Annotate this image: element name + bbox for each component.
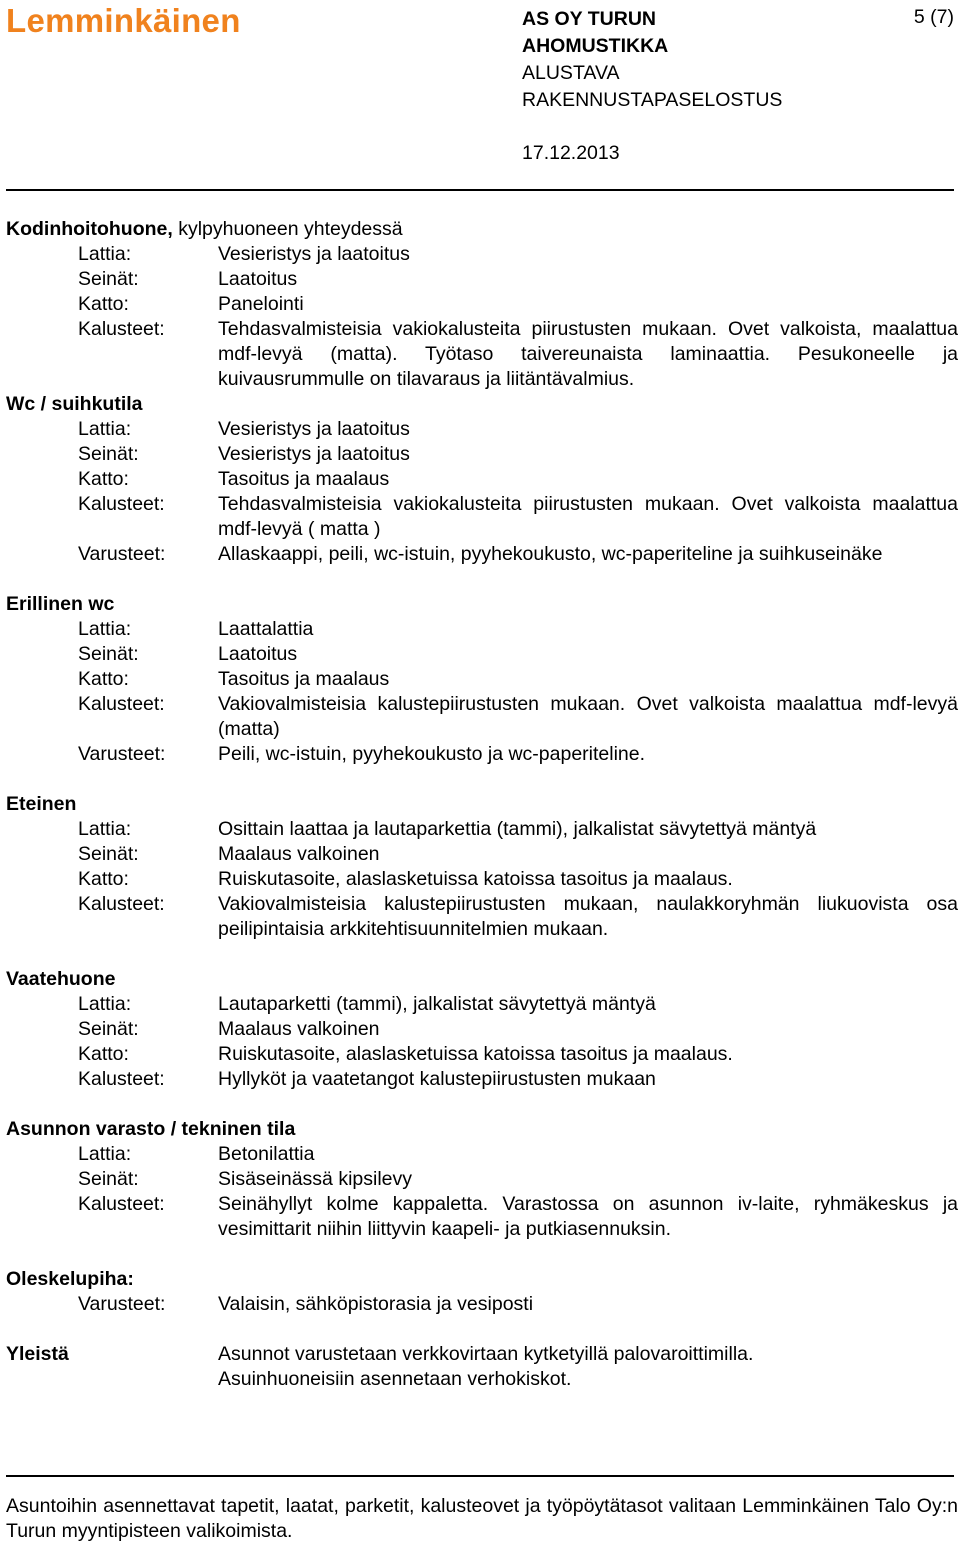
- spec-row: [6, 617, 958, 642]
- header-title-line-3: ALUSTAVA: [522, 62, 620, 84]
- spec-label: Lattia:: [78, 1143, 132, 1165]
- spec-label: Varusteet:: [78, 743, 166, 765]
- section-title: Yleistä: [6, 1343, 69, 1365]
- section-rows: [6, 617, 958, 767]
- spec-label: Seinät:: [78, 1018, 139, 1040]
- section-title: Asunnon varasto / tekninen tila: [6, 1118, 296, 1140]
- spec-value: Lautaparketti (tammi), jalkalistat sävytettyä mäntyä: [218, 993, 656, 1015]
- spec-row: [6, 467, 958, 492]
- document-body: [6, 217, 958, 1392]
- spec-label: Kalusteet:: [78, 318, 165, 340]
- spec-row: [6, 492, 958, 542]
- spec-value: Ruiskutasoite, alaslasketuissa katoissa tasoitus ja maalaus.: [218, 1043, 733, 1065]
- spec-value: Vesieristys ja laatoitus: [218, 243, 410, 265]
- general-section: [6, 1342, 958, 1392]
- section-title: [6, 217, 958, 242]
- spec-row: [6, 1067, 958, 1092]
- spec-row: [6, 642, 958, 667]
- spec-label: Varusteet:: [78, 543, 166, 565]
- spec-label: Lattia:: [78, 418, 132, 440]
- spec-label: Kalusteet:: [78, 893, 165, 915]
- spec-row: [6, 1192, 958, 1242]
- spec-value: Vesieristys ja laatoitus: [218, 443, 410, 465]
- footer-divider: [6, 1475, 954, 1477]
- spec-value: Ruiskutasoite, alaslasketuissa katoissa tasoitus ja maalaus.: [218, 868, 733, 890]
- spec-value: Osittain laattaa ja lautaparkettia (tammi), jalkalistat sävytettyä mäntyä: [218, 818, 817, 840]
- spec-row: [6, 1292, 958, 1317]
- section-title: Eteinen: [6, 793, 77, 815]
- spec-value: Vakiovalmisteisia kalustepiirustusten mukaan, naulakkoryhmän liukuovista osa peilipintaisia arkkitehtisuunnitelmien mukaan.: [218, 893, 958, 940]
- spec-label: Varusteet:: [78, 1293, 166, 1315]
- spec-label: Lattia:: [78, 618, 132, 640]
- spec-label: Seinät:: [78, 443, 139, 465]
- spec-row: [6, 317, 958, 392]
- spec-value: Maalaus valkoinen: [218, 1018, 380, 1040]
- spec-value: Hyllyköt ja vaatetangot kalustepiirustusten mukaan: [218, 1068, 656, 1090]
- spec-row: [6, 1042, 958, 1067]
- spec-row: [6, 667, 958, 692]
- spec-label: Katto:: [78, 1043, 129, 1065]
- spec-value: Tehdasvalmisteisia vakiokalusteita piirustusten mukaan. Ovet valkoista, maalattua mdf-levyä (matta). Työtaso taivereunaista laminaattia. Pesukoneelle ja kuivausrummulle on tilavaraus ja liitäntävalmius.: [218, 318, 958, 390]
- spec-value: Laatoitus: [218, 268, 298, 290]
- spec-row: [6, 442, 958, 467]
- spec-value: Panelointi: [218, 293, 304, 315]
- spec-row: [6, 742, 958, 767]
- spec-row: [6, 292, 958, 317]
- spec-label: Seinät:: [78, 1168, 139, 1190]
- spec-value: Laatoitus: [218, 643, 298, 665]
- page-number: 5 (7): [913, 6, 954, 28]
- spec-value: Laattalattia: [218, 618, 314, 640]
- spec-row: [6, 1167, 958, 1192]
- spec-value: Vesieristys ja laatoitus: [218, 418, 410, 440]
- spec-value: Vakiovalmisteisia kalustepiirustusten mukaan. Ovet valkoista maalattua mdf-levyä (matta): [218, 693, 958, 740]
- header-title-line-4: RAKENNUSTAPASELOSTUS: [522, 89, 783, 111]
- spec-value: Peili, wc-istuin, pyyhekoukusto ja wc-paperiteline.: [218, 743, 646, 765]
- section-title: Erillinen wc: [6, 593, 115, 615]
- header-title-line-2: AHOMUSTIKKA: [522, 35, 669, 57]
- footer-note: Asuntoihin asennettavat tapetit, laatat, parketit, kalusteovet ja työpöytätasot valitaan Lemminkäinen Talo Oy:n Turun myyntipisteen valikoimista.: [6, 1495, 958, 1542]
- spec-label: Lattia:: [78, 993, 132, 1015]
- spec-row: [6, 817, 958, 842]
- spec-value: Betonilattia: [218, 1143, 315, 1165]
- spec-value: Tasoitus ja maalaus: [218, 468, 390, 490]
- document-header: [522, 6, 782, 114]
- spec-row: [6, 417, 958, 442]
- spec-row: [6, 542, 958, 567]
- spec-row: [6, 1017, 958, 1042]
- spec-row: [6, 867, 958, 892]
- document-date: 17.12.2013: [522, 142, 620, 164]
- section-title: Oleskelupiha:: [6, 1268, 134, 1290]
- section-title: Vaatehuone: [6, 968, 116, 990]
- spec-label: Kalusteet:: [78, 693, 165, 715]
- general-line-1: Asunnot varustetaan verkkovirtaan kytketyillä palovaroittimilla.: [218, 1343, 754, 1365]
- general-text: [218, 1342, 958, 1392]
- spec-row: [6, 267, 958, 292]
- spec-label: Kalusteet:: [78, 1068, 165, 1090]
- spec-row: [6, 892, 958, 942]
- spec-label: Lattia:: [78, 818, 132, 840]
- spec-row: [6, 992, 958, 1017]
- spec-label: Seinät:: [78, 643, 139, 665]
- header-divider: [6, 189, 954, 191]
- spec-label: Katto:: [78, 293, 129, 315]
- spec-row: [6, 842, 958, 867]
- spec-label: Katto:: [78, 668, 129, 690]
- spec-label: Kalusteet:: [78, 1193, 165, 1215]
- spec-label: Seinät:: [78, 268, 139, 290]
- spec-value: Seinähyllyt kolme kappaletta. Varastossa on asunnon iv-laite, ryhmäkeskus ja vesimittarit niihin liittyvin kaapeli- ja putkiasennuksin.: [218, 1193, 958, 1240]
- section-rows: [6, 417, 958, 567]
- spec-row: [6, 1142, 958, 1167]
- spec-label: Kalusteet:: [78, 493, 165, 515]
- company-logo: Lemminkäinen: [6, 2, 241, 39]
- spec-value: Tehdasvalmisteisia vakiokalusteita piirustusten mukaan. Ovet valkoista maalattua mdf-levyä ( matta ): [218, 493, 958, 540]
- spec-label: Katto:: [78, 868, 129, 890]
- general-line-2: Asuinhuoneisiin asennetaan verhokiskot.: [218, 1368, 572, 1390]
- spec-row: [6, 242, 958, 267]
- spec-label: Lattia:: [78, 243, 132, 265]
- section-title-rest: kylpyhuoneen yhteydessä: [172, 218, 403, 240]
- spec-value: Allaskaappi, peili, wc-istuin, pyyhekoukusto, wc-paperiteline ja suihkuseinäke: [218, 543, 883, 565]
- section-rows: [6, 817, 958, 942]
- section-rows: [6, 242, 958, 392]
- spec-row: [6, 692, 958, 742]
- spec-label: Katto:: [78, 468, 129, 490]
- header-title-line-1: AS OY TURUN: [522, 8, 656, 30]
- section-rows: [6, 992, 958, 1092]
- section-rows: [6, 1142, 958, 1242]
- spec-value: Maalaus valkoinen: [218, 843, 380, 865]
- section-rows: [6, 1292, 958, 1317]
- spec-value: Valaisin, sähköpistorasia ja vesiposti: [218, 1293, 534, 1315]
- section-title: Wc / suihkutila: [6, 393, 143, 415]
- spec-value: Tasoitus ja maalaus: [218, 668, 390, 690]
- spec-value: Sisäseinässä kipsilevy: [218, 1168, 413, 1190]
- section-title-bold: Kodinhoitohuone,: [6, 218, 173, 240]
- spec-label: Seinät:: [78, 843, 139, 865]
